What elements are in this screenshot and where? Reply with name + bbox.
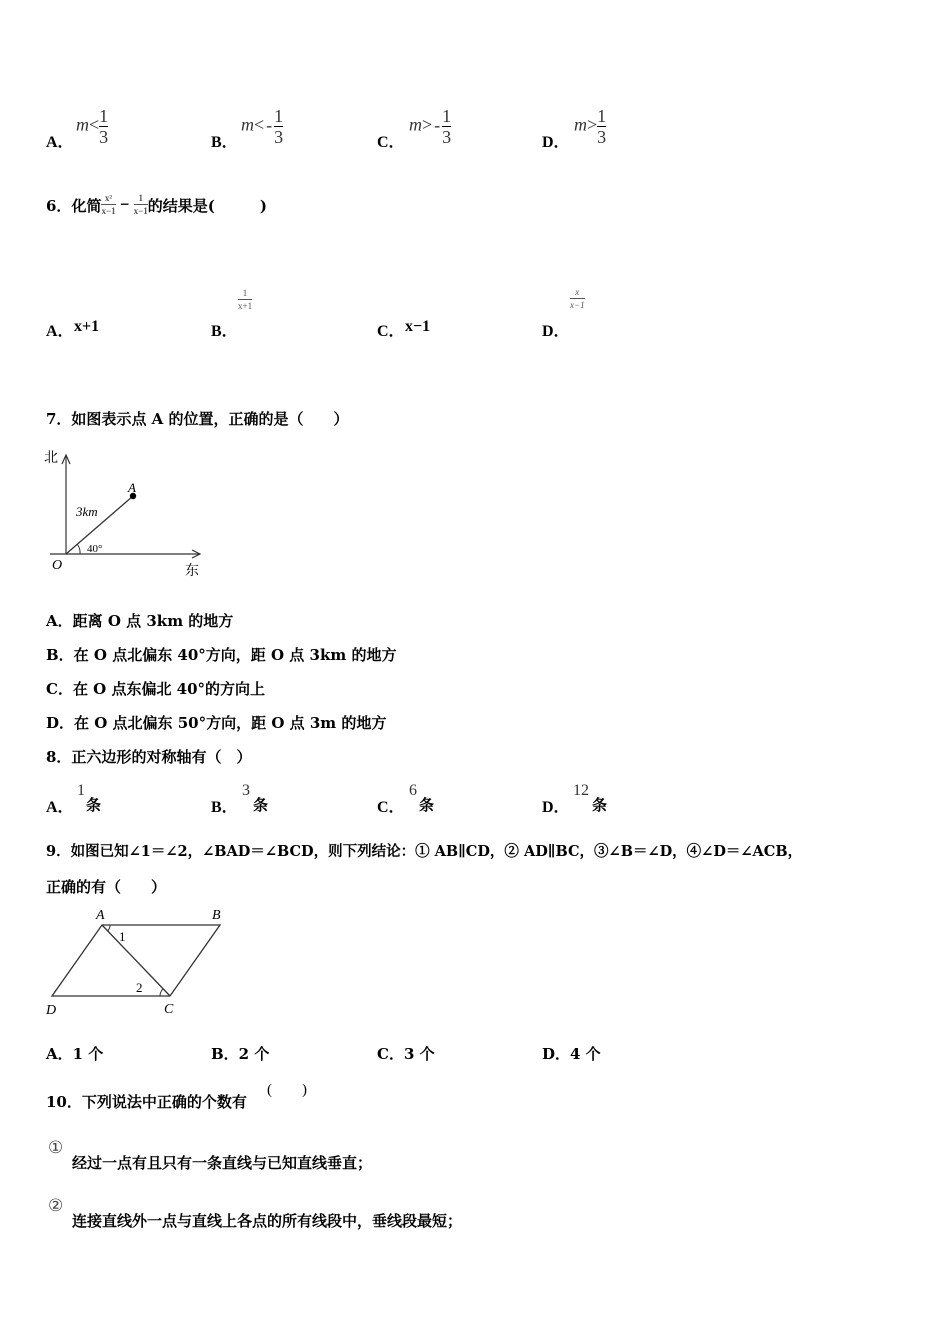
- point-a-label: A: [128, 480, 136, 495]
- option-value: 1: [77, 782, 85, 799]
- q6-option-b[interactable]: [211, 285, 376, 340]
- q8-option-b[interactable]: [211, 780, 376, 816]
- option-unit: 条: [592, 796, 608, 814]
- q7-option-c[interactable]: C．在 O 点东偏北 40°的方向上: [46, 680, 266, 698]
- q10-item-2-text: 连接直线外一点与直线上各点的所有线段中，垂线段最短；: [72, 1212, 463, 1230]
- vertex-d-label: D: [46, 1003, 57, 1018]
- q8-options: [46, 780, 686, 816]
- q9-options: [46, 1043, 686, 1067]
- math-sign: -: [266, 114, 273, 135]
- fraction: $\frac{\text{x²}}{x-1}$: [101, 193, 116, 216]
- fraction: $\frac{1}{3}$: [274, 106, 284, 147]
- math-var: m: [574, 114, 587, 135]
- stem-suffix: 的结果是( ): [147, 197, 267, 215]
- q9-option-c[interactable]: C．3 个: [377, 1045, 435, 1063]
- q8-option-d[interactable]: [542, 780, 707, 816]
- q10-item-1-mark: ①: [48, 1138, 64, 1158]
- angle-2-label: 2: [136, 980, 143, 995]
- q6-option-c[interactable]: [377, 285, 542, 340]
- math-var: m: [241, 114, 254, 135]
- q10-answer-paren: ( ): [267, 1082, 307, 1098]
- q9-option-d[interactable]: D．4 个: [542, 1045, 601, 1063]
- q7-compass-figure: [40, 446, 210, 582]
- q7-option-d[interactable]: D．在 O 点北偏东 50°方向，距 O 点 3m 的地方: [46, 714, 387, 732]
- angle-1-arc: [108, 925, 111, 931]
- option-value: 3: [242, 782, 250, 799]
- origin-label: O: [52, 558, 63, 573]
- q5-option-b[interactable]: [211, 103, 376, 153]
- fraction: $\frac{1}{3}$: [99, 106, 109, 147]
- fraction: x x−1: [570, 287, 585, 310]
- vertex-b-label: B: [212, 908, 221, 923]
- option-letter: A．: [46, 134, 74, 151]
- math-op: >: [422, 114, 433, 135]
- q9-stem-line1: 9．如图已知∠1＝∠2，∠BAD＝∠BCD，则下列结论：① AB∥CD，② AD∥BC，③∠B＝∠D，④∠D＝∠ACB，: [46, 843, 803, 860]
- angle-2-arc: [160, 989, 163, 996]
- option-letter: A．: [46, 799, 74, 816]
- option-math: [409, 107, 451, 146]
- option-letter: D．: [542, 323, 570, 340]
- option-value: 6: [409, 782, 417, 799]
- q6-option-a[interactable]: [46, 285, 211, 340]
- q10-stem: 10．下列说法中正确的个数有: [46, 1093, 247, 1111]
- east-label: 东: [185, 564, 199, 579]
- vertex-c-label: C: [164, 1002, 174, 1017]
- fraction: $\frac{1}{3}$: [442, 106, 452, 147]
- fraction: 1 x+1: [238, 288, 253, 311]
- option-math: [241, 107, 283, 146]
- stem-prefix: 化简: [71, 197, 102, 215]
- q9-option-a[interactable]: A．1 个: [46, 1045, 104, 1063]
- option-letter: B．: [211, 134, 238, 151]
- option-letter: C．: [377, 799, 405, 816]
- math-op: <: [254, 114, 265, 135]
- q6-options: [46, 285, 686, 340]
- minus-sign: −: [119, 197, 130, 211]
- option-letter: C．: [377, 134, 405, 151]
- option-unit: 条: [419, 796, 435, 814]
- q6-option-d[interactable]: [542, 285, 707, 340]
- math-var: m: [76, 114, 89, 135]
- q5-options: [46, 103, 686, 153]
- fraction: $\frac{1}{x-1}$: [133, 193, 148, 216]
- math-op: >: [587, 114, 598, 135]
- q10-item-2-mark: ②: [48, 1196, 64, 1216]
- distance-label: 3km: [76, 504, 98, 519]
- north-label: 北: [44, 451, 58, 466]
- option-letter: A．: [46, 323, 74, 340]
- q7-option-a[interactable]: A．距离 O 点 3km 的地方: [46, 612, 234, 630]
- q8-option-c[interactable]: [377, 780, 542, 816]
- option-letter: D．: [542, 134, 570, 151]
- angle-label: 40°: [87, 543, 103, 555]
- math-var: m: [409, 114, 422, 135]
- option-letter: C．: [377, 323, 405, 340]
- q9-option-b[interactable]: B．2 个: [211, 1045, 270, 1063]
- option-text: x+1: [74, 318, 100, 335]
- option-text: x−1: [405, 318, 431, 335]
- q8-option-a[interactable]: [46, 780, 211, 816]
- q9-stem-line2: 正确的有（ ）: [46, 878, 167, 896]
- q9-parallelogram-figure: [40, 903, 240, 1021]
- q10-item-1-text: 经过一点有且只有一条直线与已知直线垂直；: [72, 1154, 373, 1172]
- q7-option-b[interactable]: B．在 O 点北偏东 40°方向，距 O 点 3km 的地方: [46, 646, 397, 664]
- option-value: 12: [573, 782, 589, 799]
- option-unit: 条: [86, 796, 102, 814]
- q6-stem: [46, 192, 267, 216]
- q7-stem: 7．如图表示点 A 的位置，正确的是（ ）: [46, 410, 349, 428]
- q5-option-a[interactable]: [46, 103, 211, 153]
- angle-1-label: 1: [119, 929, 126, 944]
- fraction: $\frac{1}{3}$: [597, 106, 607, 147]
- option-unit: 条: [253, 796, 269, 814]
- option-math: [574, 107, 606, 146]
- option-letter: D．: [542, 799, 570, 816]
- option-letter: B．: [211, 799, 238, 816]
- q5-option-c[interactable]: [377, 103, 542, 153]
- math-sign: -: [434, 114, 441, 135]
- q8-stem: 8．正六边形的对称轴有（ ）: [46, 748, 252, 766]
- option-math: [76, 107, 108, 146]
- angle-arc: [78, 545, 81, 555]
- vertex-a-label: A: [96, 908, 105, 923]
- q5-option-d[interactable]: [542, 103, 707, 153]
- math-op: <: [89, 114, 100, 135]
- option-letter: B．: [211, 323, 238, 340]
- question-number: 6．: [46, 197, 72, 215]
